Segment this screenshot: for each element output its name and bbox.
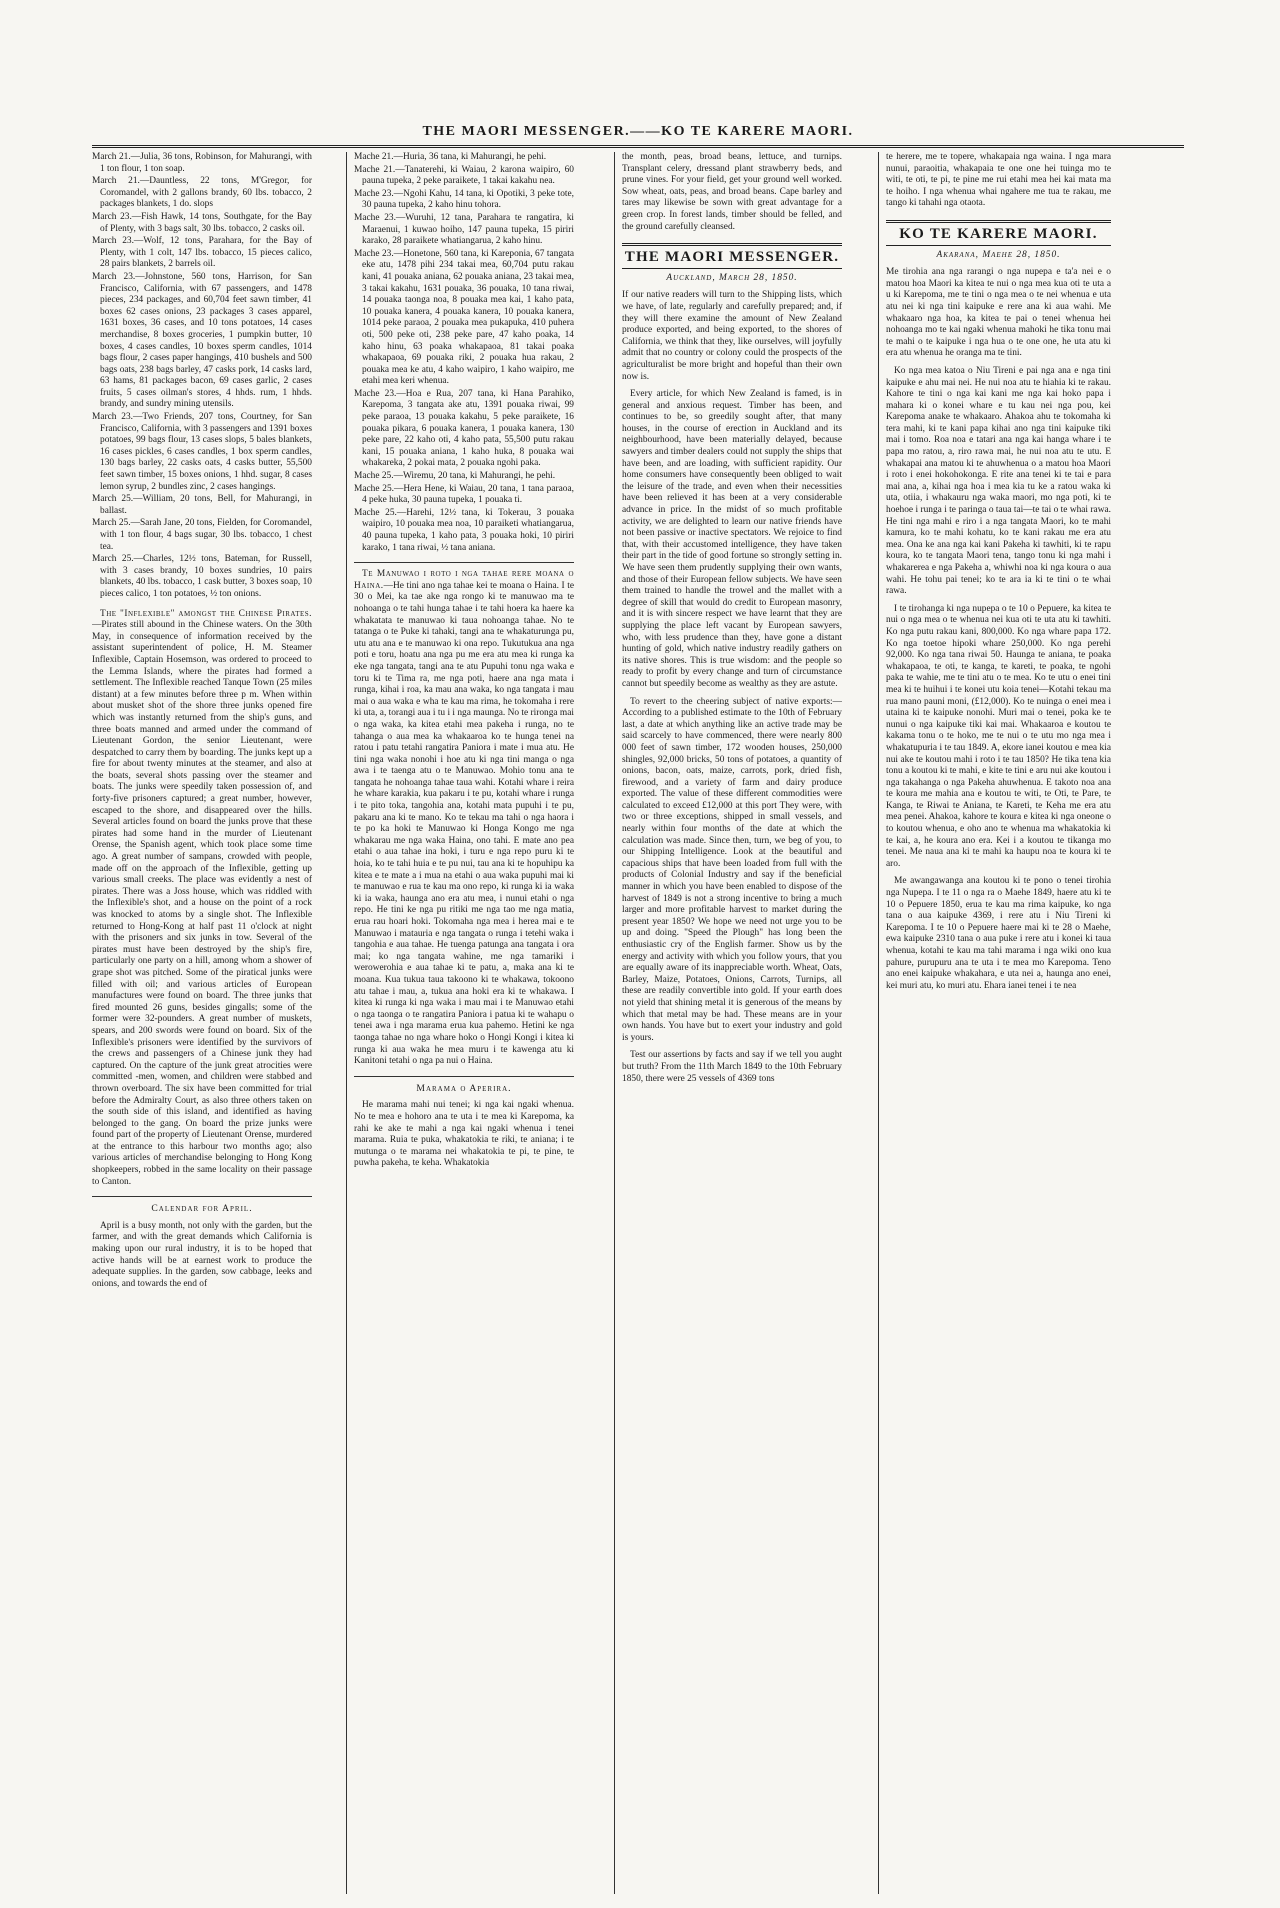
editorial-paragraph: Me awangawanga ana koutou ki te pono o tenei tirohia nga Nupepa. I te 11 o nga ra o Maehe 1849, haere atu ki te 10 o Pepuere 1850, erua te kau ma rima kaipuke, ko nga tana o aua kaipuke 4369, i rere atu i Niu Tireni ki Karepoma. I te 10 o Pepuere haere mai ki te 28 o Maehe, ewa kaipuke 2310 tana o aua puke i rere atu i konei ki taua whenua, kotahi te kau ma tahi marama i nga wiki ono kua pahure, purupuru ana te uta i te mea mo Karepoma. Teno ano enei kaipuke whakahara, e uta nei a, haunga ano enei, kei muri atu, ko muri atu. Ehara ianei tenei i te nea: [886, 876, 1111, 991]
calendar-text: April is a busy month, not only with the garden, but the farmer, and with the great demands which California is making upon our rural industry, it is to be hoped that active hands will be at earnest work to produce the adequate supplies. In the garden, sow cabbage, leeks and onions, and towards the end of: [92, 1220, 312, 1289]
article-heading: Te Manuwao i roto i nga tahae rere moana o Haina.: [354, 569, 574, 591]
editorial-paragraph: Me tirohia ana nga rarangi o nga nupepa e ta'a nei e o matou hoa Maori ka kitea te nui o nga mea kua oti te uta a u ki Karepoma, me te tini o nga mea o te nei whenua e uta atu nei ki nga tini kaipuke e rere ana ki aua wahi. Me whakaaro nga hoa, ka kitea te pai o tenei whenua hei nohoanga mo te kai ngaki whenua mahoki he tika tonu mai te mahi o te kaipuke i nga hua o te one one, he uta atu ki era atu whenua he oranga ma te tini.: [886, 267, 1111, 359]
shipping-entry: March 23.—Fish Hawk, 14 tons, Southgate, for the Bay of Plenty, with 3 bags salt, 30 lbs. tobacco, 2 casks oil.: [92, 211, 312, 234]
marama-continued: te herere, me te topere, whakapaia nga waina. I nga mara nunui, paraoitia, whakapaia te one one hei tuinga mo te witi, te oti, te pi, te pine me rui etahi mea hei kai mata ma te hoiho. I nga whenua whai ngahere me tua te rakau, me tango ki tahahi nga otaota.: [886, 152, 1111, 209]
shipping-entry: Mache 23.—Hoa e Rua, 207 tana, ki Hana Parahiko, Karepoma, 3 tangata ake atu, 1391 pouaka riwai, 99 peke paraoa, 13 pouaka kakahu, 5 peke paraikete, 16 pouaka pikara, 6 pouaka kanera, 1 pouaka kanera, 130 peke pare, 22 kaho oti, 4 kaho pata, 55,500 putu rakau kani, 15 pouaka aniana, 1 kaho huka, 8 pouaka wai whakareka, 2 pokai mata, 2 pouaka ngohi paka.: [354, 388, 574, 469]
column-divider: [614, 152, 615, 1894]
header-rule: [92, 145, 1184, 148]
masthead-maori: KO TE KARERE MAORI.: [886, 220, 1111, 246]
shipping-list-maori: [354, 152, 574, 554]
masthead-english: THE MAORI MESSENGER.: [622, 243, 842, 269]
column-divider: [878, 152, 879, 1894]
shipping-entry: March 25.—Charles, 12½ tons, Bateman, for Russell, with 3 cases brandy, 10 boxes sundries, 10 pairs blankets, 40 lbs. tobacco, 1 cask butter, 3 boxes soap, 10 pieces calico, 1 ton potatoes, ½ ton onions.: [92, 554, 312, 599]
article-inflexible: [92, 609, 312, 1189]
editorial-paragraph: Every article, for which New Zealand is famed, is in general and anxious request. Timber has been, and continues to be, so greedily sought after, that many houses, in the course of erection in Auckland and its neighbourhood, have been materially delayed, because sawyers and timber dealers could not supply the ships that have been, and are loading, with sufficient rapidity. Our home consumers have consequently been obliged to wait the leisure of the trade, and even when their necessities have been relieved it has been at a very considerable advance in price. In the midst of so much profitable activity, we are delighted to learn our native friends have not been passive or inactive spectators. We rejoice to find that, with their accustomed intelligence, they have taken their part in the tide of good fortune so strongly setting in. We have seen them prudently supplying their own wants, and those of their European fellow subjects. We have seen them trained to handle the trowel and the mallet with a degree of skill that would do credit to European masonry, and it is with sincere respect we have learnt that they are supplying the place left vacant by European sawyers, who, with less prudence than they, have gone a distant hunting of gold, which native industry readily gathers on its native shores. This is true wisdom: and the people so ready to profit by every change and turn of circumstance cannot but speedily become as wealthy as they are astute.: [622, 389, 842, 689]
shipping-entry: March 23.—Wolf, 12 tons, Parahara, for the Bay of Plenty, with 1 colt, 147 lbs. tobacco, 15 pieces calico, 28 pairs blankets, 2 barrels oil.: [92, 236, 312, 270]
shipping-entry: Mache 23.—Honetone, 560 tana, ki Kareponia, 67 tangata eke atu, 1478 pihi 234 takai mea, 60,704 putu rakau kani, 41 pouaka aniana, 62 pouaka aniana, 23 takai mea, 3 takai kakahu, 1631 pouaka, 36 pouaka, 10 tana riwai, 14 pouaka taonga noa, 8 pouaka mea kai, 1 kaho pata, 10 pouaka kanera, 4 pouaka kanera, 10 pouaka kanera, 1014 peke paraoa, 2 pouaka mea pukapuka, 410 puhera oti, 500 peke oti, 238 peke pare, 47 kaho poaka, 14 kaho hinu, 63 poaka whakapaoa, 81 takai poaka whakapaoa, 69 pouaka riki, 2 pouaka hua rakau, 2 pouaka mea ke atu, 4 kaho waipiro, 1 kaho waipiro, me etahi mea keri whenua.: [354, 248, 574, 387]
editorial-paragraph: Ko nga mea katoa o Niu Tireni e pai nga ana e nga tini kaipuke e ahu mai nei. He nui noa atu te hiahia ki te rakau. Kahore te tini o nga kai kani me nga kai hoko papa i mahara ki o konei whare e tu kau nei nga pou, kei Karepoma anake te whakaaro. Ahakoa ahu te tokomaha ki tera mahi, ki te kani papa kihai ano nga tini kaipuke tiki mai i tomo. Roa noa e tatari ana nga kai hanga whare i te papa mo ratou, a, riro rawa mai, he nui noa atu te utu. E whakapai ana matou ki te ahuwhenua o a matou hoa Maori i roto i enei hokohokonga. E rite ana tenei ki te tai e para mai ana, a, kihai nga hoa i mea kia tu ke a ratou waka ki uta, otiia, i whakauru nga waka maori, mo nga poti, ki te hoehoe i runga i te paringa o taua tai—te tai o te whai rawa. He tini nga mahi e riro i a nga tangata Maori, ko te mahi kamura, ko te mahi kohatu, ko te kani rakau me era atu mea. Ona ke ana nga kai kani Pakeha ki tawhiti, ki te rapu koura, ko te tangata Maori tena, tango tonu ki nga mahi i whakarerea e nga Pakeha a, whiwhi noa ki nga koura o aua wahi. He tohu pai tenei; ko te ara ia ki te tini o te whai rawa.: [886, 365, 1111, 597]
column-divider: [346, 152, 347, 1894]
article-heading: The "Inflexible" amongst the Chinese Pirates.: [100, 608, 312, 619]
running-header: THE MAORI MESSENGER.——KO TE KARERE MAORI.: [422, 124, 854, 139]
shipping-entry: Mache 21.—Huria, 36 tana, ki Mahurangi, he pehi.: [354, 152, 547, 162]
dateline-english: Auckland, March 28, 1850.: [666, 272, 798, 283]
shipping-entry: March 21.—Julia, 36 tons, Robinson, for Mahurangi, with 1 ton flour, 1 ton soap.: [92, 152, 312, 174]
shipping-entry: March 23.—Two Friends, 207 tons, Courtney, for San Francisco, California, with 3 passengers and 1391 boxes potatoes, 99 bags flour, 13 cases slops, 5 bales blankets, 16 cases pickles, 6 cases candles, 1 box sperm candles, 130 bags barley, 22 casks oats, 4 casks butter, 55,500 feet sawn timber, 15 boxes onions, 1 hhd. sugar, 8 cases lemon syrup, 2 bundles zinc, 2 cases hangings.: [92, 412, 312, 492]
article-body: —Pirates still abound in the Chinese waters. On the 30th May, in consequence of information received by the assistant superintendent of police, H. M. Steamer Inflexible, Captain Hosemson, was ordered to proceed to the Lemma Islands, where the pirates had formed a settlement. The Inflexible reached Tanque Town (25 miles distant) at a few minutes before three p m. When within about musket shot of the shore three junks opened fire which was instantly returned from the ship's guns, and three boats manned and armed under the command of Lieutenant Gordon, the senior Lieutenant, were despatched to carry them by boarding. The junks kept up a fire for about twenty minutes at the steamer, and also at the boats, several shots passing over the steamer and boats. The junks were speedily taken possession of, and forty-five prisoners captured; a great number, however, escaped to the shore, and disappeared over the hills. Several articles found on board the junks prove that these pirates had some hand in the murder of Lieutenant Orense, the Spanish agent, which took place some time ago. A great number of sampans, crowded with people, made off on the approach of the Inflexible, getting up various small creeks. The place was evidently a nest of pirates. There was a Joss house, which was riddled with the Inflexible's shot, and a house on the point of a rock was knocked to atoms by a single shot. The Inflexible returned to Hong-Kong at half past 11 o'clock at night with the prisoners and six junks in tow. Several of the pirates must have been destroyed by the ship's fire, particularly one party on a hill, among whom a shower of grape shot was pitched. Some of the piratical junks were filled with oil; and various articles of European manufactures were found on board. The three junks that fired mounted 26 guns, besides gingalls; some of the former were 32-pounders. A great number of muskets, spears, and 200 swords were found on board. Six of the Inflexible's prisoners were identified by the survivors of the crews and passengers of a Chinese junk they had captured. On the capture of the junk great atrocities were committed -men, women, and children were stabbed and thrown overboard. The six have been committed for trial before the Admiralty Court, as also three others taken on the south side of this island, and identified as having belonged to the gang. On board the prize junks were found part of the property of Lieutenant Orense, murdered at the entrance to this harbour two months ago; also various articles of merchandise belonging to Hong Kong shopkeepers, robbed in the same locality on their passage to Canton.: [92, 620, 312, 1187]
editorial-paragraph: To revert to the cheering subject of native exports:—According to a published estimate to the 10th of February last, a date at which anything like an active trade may be said scarcely to have commenced, there were nearly 800 000 feet of sawn timber, 172 wooden houses, 250,000 shingles, 92,000 bricks, 50 tons of potatoes, a quantity of onions, bacon, oats, maize, carrots, pork, dried fish, firewood, and a variety of farm and dairy produce exported. The value of these different commodities were calculated to exceed £12,000 at this port They were, with two or three exceptions, shipped in small vessels, and nearly within four months of the date at which the calculation was made. Since then, turn, we beg of you, to our Shipping Intelligence. Look at the beautiful and capacious ships that have been loaded from full with the products of Colonial Industry and say if the beneficial manner in which you have been enabled to dispose of the harvest of 1849 is not a strong incentive to bring a much larger and more profitable harvest to market during the present year 1850? We hope we need not urge you to be up and doing. "Speed the Plough" has long been the enthusiastic cry of the English farmer. Show us by the energy and activity with which you follow yours, that you are equally aware of its inappreciable worth. Wheat, Oats, Barley, Maize, Potatoes, Onions, Carrots, Turnips, all these are readily convertible into gold. If your earth does not yield that shining metal it is generous of the means by which that metal may be had. These means are in your own hands. You have but to exert your industry and gold is yours.: [622, 696, 842, 1043]
marama-heading: Marama o Aperira.: [354, 1076, 574, 1095]
shipping-entry: Mache 25.—Harehi, 12½ tana, ki Tokerau, 3 pouaka waipiro, 10 pouaka mea noa, 10 paraiketi whatiangarua, 40 pauna tupeka, 1 kaho pata, 3 pouaka hoki, 10 piriri karako, 1 tana riwai, ½ tana aniana.: [354, 507, 574, 553]
column-english-shipping: [92, 152, 312, 1894]
article-body: —He tini ano nga tahae kei te moana o Haina. I te 30 o Mei, ka tae ake nga rongo ki te manuwao ma te nohoanga o te tahi hunga tahae i te tahi hoera ka haere ka whakatata te manuwao ki taua nohoanga tahae. No te tatanga o te Puke ki tahaki, tangi ana te whakaturunga pu, utu atu ana e te manuwao ki ona repo. Tukutukua ana nga poti e toru, hoatu ana nga pu me era atu mea ki runga ka eke nga tangata, tangi ana te atu Pupuhi tonu nga waka e toru ki te Tima ra, me nga poti, haere ana nga mata i runga, kihai i roa, ka mau ana waka, ko nga tangata i mau mai o aua waka e wha te kau ma rima, he tokomaha i rere ki uta, a, torangi aua i tu i i nga maunga. No te rironga mai o nga waka, ka kitea etahi mea pakeha i runga, no te tahanga o aua mea ka whakaaroa ko te hunga tenei na ratou i patu tetahi rangatira Paniora i mate i mua atu. He tini nga waka nonohi i hoe atu ki nga tini manga o nga awa i te taenga atu o te Manuwao. Mohio tonu ana te tangata he nohoanga tahae taua wahi. Kotahi whare i reira he whare karakia, kua pakaru i te pu, kotahi whare i runga i te pito toka, tangohia ana, kotahi mata pupuhi i te pu, pakaru ana ki te mano. Ko te tekau ma tahi o nga haora i te po ka hoki te Manuwao ki Honga Kongo me nga whakarau me nga waka Haina, ono tahi. E mate ano pea etahi o aua tahae ina hoki, i turu e nga repo puru ki te hoia, ko te tahi huia e te pu nui, tau ana ki te hopuhipu ka kitea e te mate a i mua na etahi o aua waka pupuhi mai ki te manuwao e rua te kau ma ono repo, ki runga ki ia waka ki ia waka, haunga ano era atu mea, i nunui etahi o nga repo. He tini ke nga pu ritiki me nga tao me nga matia, erua rau hoari hoki. Tokomaha nga mea i herea mai e te Manuwao i matauria e nga tangata o runga i tetehi waka i tangohia e aua tahae. He tuenga patunga ana tangata i ora mai; ko nga tangata wahine, me nga tamariki i werowerohia e aua tahae ki te patu, a, maka ana ki te moana. Kua tukua taua takoono ki te whakawa, tokoono atu tahae i mau, a, tukua ana hoki era ki te whakawa. I kitea ki runga ki nga waka i mau mai i te Manuwao etahi o nga taonga o te rangatira Paniora i patua ki te wahapu o tenei awa i nga marama erua kua pahemo. Hetini ke nga taonga tahae no nga whare hoko o Hongi Kongi i kitea ki runga ki aua waka he mea muru i te kawenga atu ki Kanitoni tetahi o nga pa nui o Haina.: [354, 580, 574, 1067]
shipping-entry: March 25.—William, 20 tons, Bell, for Mahurangi, in ballast.: [92, 494, 312, 516]
editorial-paragraph: If our native readers will turn to the Shipping lists, which we have, of late, regularly and carefully prepared; and, if they will there examine the amount of New Zealand produce exported, and being exported, to the shores of California, we think that they, like ourselves, will joyfully admit that no country or colony could the prospects of the agriculturalist be more bright and hopeful than their own now is.: [622, 290, 842, 382]
shipping-entry: March 23.—Johnstone, 560 tons, Harrison, for San Francisco, California, with 67 passengers, and 1478 pieces, 234 packages, and 60,704 feet sawn timber, 41 boxes 62 cases onions, 23 packages 3 cases apparel, 1631 boxes, 36 cases, and 10 tons potatoes, 14 cases merchandise, 8 boxes groceries, 1 pumpkin butter, 10 boxes, 4 cases candles, 10 boxes sperm candles, 1014 bags flour, 2 cases paper hangings, 410 bushels and 500 bags oats, 238 bags barley, 47 casks pork, 14 casks lard, 63 hams, 81 packages bacon, 69 cases garlic, 2 cases fruits, 5 cases oilman's stores, 4 hhds. rum, 1 hhds. brandy, and sundry mining utensils.: [92, 271, 312, 410]
shipping-entry: March 21.—Dauntless, 22 tons, M'Gregor, for Coromandel, with 2 gallons brandy, 60 lbs. tobacco, 2 packages blankets, 1 do. slops: [92, 176, 312, 210]
editorial-paragraph: I te tirohanga ki nga nupepa o te 10 o Pepuere, ka kitea te nui o nga mea o te whenua nei kua oti te uta atu ki tawhiti. Ko nga putu rakau kani, 800,000. Ko nga whare papa 172. Ko nga toetoe hipoki whare 250,000. Ko nga perehi 92,000. Ko nga tana riwai 50. Haunga te aniana, te poaka whakapaoa, te oti, te kanga, te kareti, te poaka, te ngohi paka te wahie, me te tini atu o te mea. Ko te utu o enei tini mea ki te huihui i te konei utu koia tenei—Kotahi tekau ma rua mano pauni moni, (£12,000). Ko te nuinga o enei mea i utaina ki te kaipuke nonohi. Muri mai o tenei, poka ke te nunui o nga kaipuke tiki kai mai. Whakaaroa e koutou te kakama tonu o te hoko, me te nui o te utu mo nga mea i whakatupuria i te tau 1849. A, ekore ianei koutou e mea kia nui ake te koutou mahi i roto i te tau 1850? He tika tena kia tonu a koutou ki te mahi, e kite te tini e aru nui ake koutou i nga takahanga o nga Pakeha ahuwhenua. E takoto noa ana te koura me mahia ana e koutou te witi, te Oti, te Pare, te Kanga, te Riwai te Aniana, te Kareti, te Keha me era atu mea penei. Ahakoa, kahore te koura e kitea ki nga oneone o to koutou whenua, e oho ano te whenua ma whakatokia ki te kai, a, he koura ano era. Kei i a koutou te tikanga mo tenei. Me naua ana ki te mahi ka haupu noa te koura ki te aro.: [886, 603, 1111, 869]
column-maori-editorial: [886, 152, 1111, 1894]
calendar-continued: the month, peas, broad beans, lettuce, and turnips. Transplant celery, dressand plant strawberry beds, and prune vines. For your field, get your ground well worked. Sow wheat, oats, peas, and broad beans. Cape barley and tares may likewise be sown with great advantage for a green crop. In forest lands, timber should be felled, and the ground carefully cleansed.: [622, 152, 842, 232]
column-maori-shipping: [354, 152, 574, 1894]
shipping-entry: March 25.—Sarah Jane, 20 tons, Fielden, for Coromandel, with 1 ton flour, 4 bags sugar, 30 lbs. tobacco, 1 chest tea.: [92, 518, 312, 552]
dateline-maori: Akarana, Maehe 28, 1850.: [936, 249, 1061, 260]
shipping-entry: Mache 25.—Wiremu, 20 tana, ki Mahurangi, he pehi.: [354, 471, 556, 482]
calendar-heading: Calendar for April.: [92, 1196, 312, 1215]
shipping-entry: Mache 23.—Wuruhi, 12 tana, Parahara te rangatira, ki Maraenui, 1 kuwao hoiho, 147 pauna tupeka, 15 piriri karako, 28 paraikete whatiangarua, 2 kaho hinu.: [354, 212, 574, 247]
shipping-entry: Mache 21.—Tanaterehi, ki Waiau, 2 karona waipiro, 60 pauna tupeka, 2 peke paraikete, 1 takai kakahu nea.: [354, 164, 574, 187]
shipping-entry: Mache 25.—Hera Hene, ki Waiau, 20 tana, 1 tana paraoa, 4 peke huka, 30 pauna tupeka, 1 pouaka ti.: [354, 483, 574, 506]
marama-text: He marama mahi nui tenei; ki nga kai ngaki whenua. No te mea e hohoro ana te uta i te mea ki Karepoma, ka rahi ke ake te mahi a nga kai ngaki whenua i tenei marama. Ruia te puka, whakatokia te riki, te aniana; i te mutunga o te marama nei whakatokia te pi, te pine, te puwha pakeha, te keha. Whakatokia: [354, 1100, 574, 1169]
shipping-entry: Mache 23.—Ngohi Kahu, 14 tana, ki Opotiki, 3 peke tote, 30 pauna tupeka, 2 kaho hinu tohora.: [354, 188, 574, 211]
shipping-list-english: [92, 152, 312, 601]
editorial-paragraph: Test our assertions by facts and say if we tell you aught but truth? From the 11th March 1849 to the 10th February 1850, there were 25 vessels of 4369 tons: [622, 1050, 842, 1084]
column-english-editorial: [622, 152, 842, 1894]
article-manuwao: [354, 562, 574, 1068]
